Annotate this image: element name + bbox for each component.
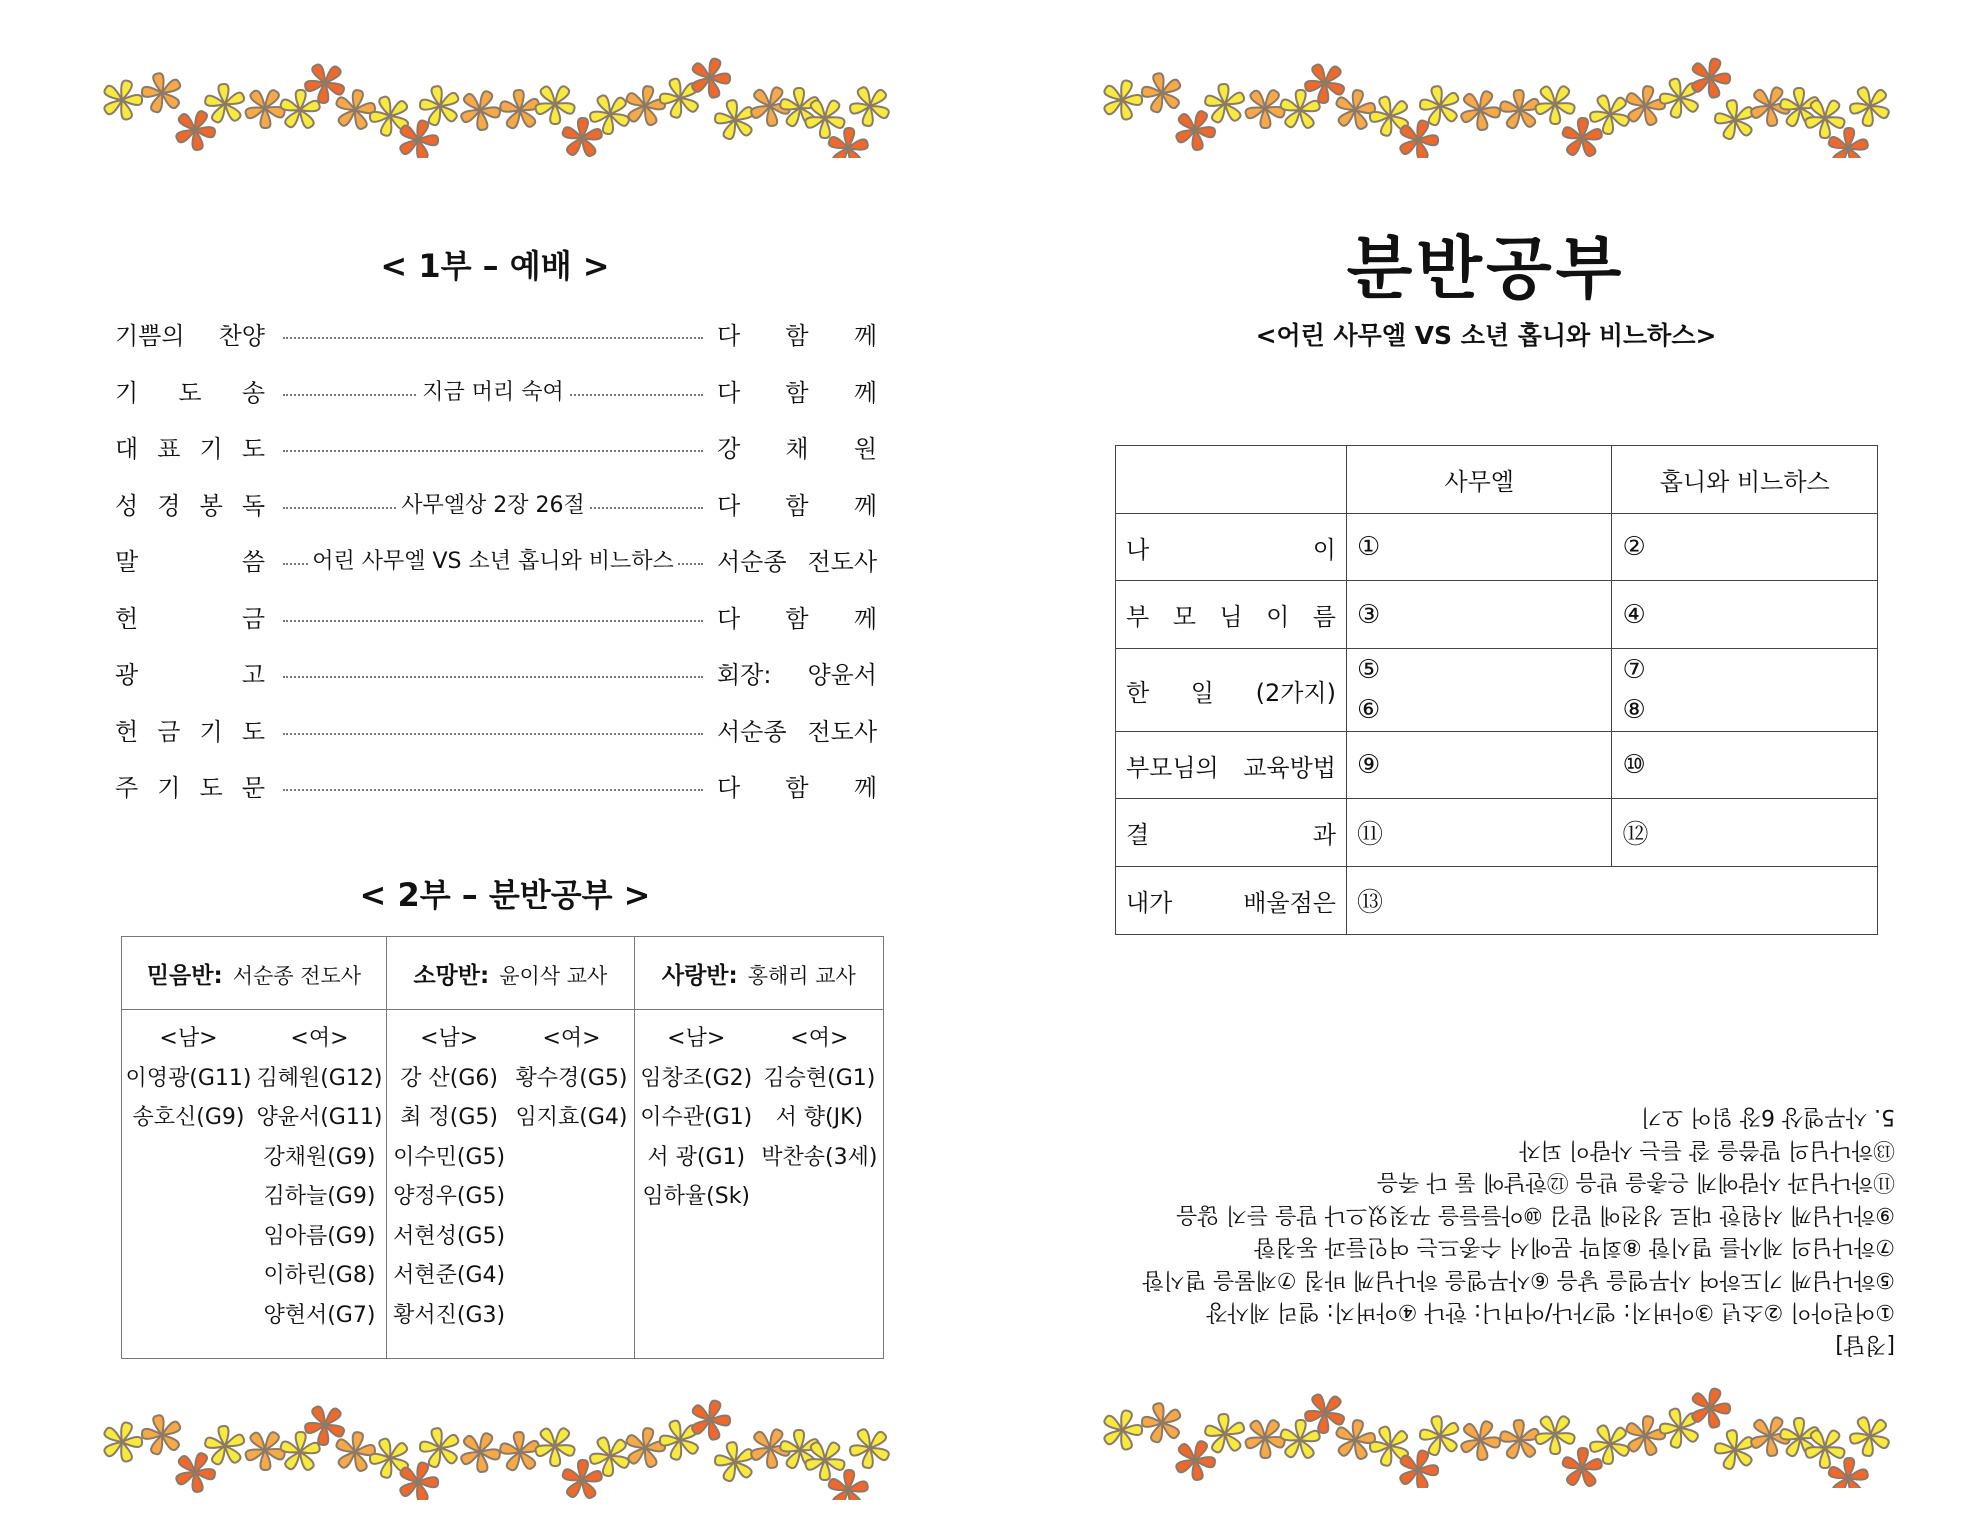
flower-icon <box>627 1428 665 1467</box>
flower-icon <box>281 90 320 128</box>
flower-icon <box>1715 1430 1753 1469</box>
member-name: 송호신(G9) <box>132 1105 245 1130</box>
flower-icon <box>1590 1425 1629 1464</box>
flower-icon <box>461 1433 500 1472</box>
flower-icon <box>1627 86 1665 125</box>
answer-line: ⑪하나님과 사람에게 은총을 받음 ⑫한날에 둘 다 죽음 <box>1377 1169 1895 1195</box>
flower-icon <box>1336 1420 1375 1459</box>
flower-icon <box>1205 1414 1244 1452</box>
girls-column <box>761 1019 877 1217</box>
answer-slot: ⑫ <box>1612 799 1878 867</box>
service-item <box>115 598 877 634</box>
flower-icon <box>1535 86 1574 124</box>
flower-icon <box>1281 90 1320 128</box>
member-name: 임지효(G4) <box>515 1105 628 1130</box>
flower-icon <box>104 1422 142 1461</box>
answer-line: ⑤하나님께 기도하여 사무엘을 낳음 ⑥사무엘을 하나님께 바침 ⑦제물을 멸시함 <box>1142 1267 1895 1292</box>
service-leader: 다 함 께 <box>717 378 877 407</box>
dotted-leader <box>283 620 703 622</box>
service-label: 기쁨의 찬양 <box>115 321 265 350</box>
service-leader: 다 함 께 <box>717 321 877 350</box>
service-item <box>115 654 877 690</box>
service-leader-dots <box>283 315 703 351</box>
flower-icon <box>850 87 889 126</box>
member-name: 서현준(G4) <box>393 1263 506 1288</box>
flower-icon <box>142 73 180 112</box>
flower-icon <box>1205 84 1244 122</box>
flower-icon <box>176 111 215 150</box>
flower-icon <box>850 1429 889 1468</box>
answer-line: ⑨하나님께 서원한 대로 성전에 맡김 ⑩아들들을 꾸짖었으나 말을 듣지 않음 <box>1176 1202 1895 1227</box>
service-label: 대 표 기 도 <box>115 434 265 463</box>
flower-icon <box>1246 90 1285 128</box>
answer-slot: ⑬ <box>1346 867 1877 935</box>
header-hophni-phinehas: 홉니와 비느하스 <box>1612 446 1878 514</box>
service-leader: 다 함 께 <box>717 604 877 633</box>
class-teacher: 서순종 전도사 <box>232 963 362 988</box>
answer-slot: ③ <box>1346 581 1612 649</box>
header-samuel: 사무엘 <box>1346 446 1612 514</box>
flower-icon <box>1805 100 1844 138</box>
dotted-leader <box>283 733 703 735</box>
flower-icon <box>142 1415 180 1454</box>
flower-icon <box>563 118 602 156</box>
flower-icon <box>1563 118 1602 156</box>
answer-slot: ④ <box>1612 581 1878 649</box>
flower-icon <box>1246 1420 1285 1458</box>
service-label: 성 경 봉 독 <box>115 491 265 520</box>
member-name: 임아름(G9) <box>263 1223 376 1249</box>
service-leader: 다 함 께 <box>717 491 877 520</box>
answer-slot: ① <box>1346 514 1612 581</box>
flower-icon <box>176 1453 215 1492</box>
dotted-leader <box>283 789 703 791</box>
row-label-result: 결 과 <box>1116 799 1347 867</box>
service-item <box>115 767 877 803</box>
service-item <box>115 315 877 351</box>
girls-label: <여> <box>790 1026 849 1051</box>
class-name: 믿음반: <box>146 962 223 989</box>
flower-icon <box>1142 73 1180 112</box>
flower-icon <box>805 1442 844 1480</box>
member-name: 이수민(G5) <box>393 1144 506 1170</box>
service-leader: 서순종 전도사 <box>717 717 877 746</box>
flower-icon <box>1400 1451 1438 1488</box>
service-label: 기 도 송 <box>115 378 265 407</box>
class-teacher: 윤이삭 교사 <box>499 963 608 988</box>
member-name: 박찬송(3세) <box>761 1144 878 1170</box>
flower-icon <box>336 1432 375 1471</box>
member-name: 김승현(G1) <box>763 1065 876 1091</box>
class-header <box>386 937 634 1010</box>
answer-line: 5. 사무엘상 6장 읽어 오기 <box>1640 1104 1895 1130</box>
service-label: 헌 금 기 도 <box>115 717 265 746</box>
dotted-leader <box>283 337 703 339</box>
flower-icon <box>1829 1458 1868 1488</box>
answer-slot: ② <box>1612 514 1878 581</box>
flower-icon <box>1692 1389 1730 1428</box>
service-leader-dots <box>283 598 703 634</box>
study-table <box>1115 445 1878 935</box>
flower-icon <box>1176 111 1215 150</box>
service-leader-dots <box>283 541 703 577</box>
boys-column <box>393 1019 505 1335</box>
row-label-age: 나 이 <box>1116 514 1347 581</box>
flower-border-top-left <box>100 48 900 158</box>
member-name: 서 광(G1) <box>647 1144 746 1170</box>
flower-icon <box>535 86 574 124</box>
flower-icon <box>535 1428 574 1466</box>
flower-icon <box>205 84 244 122</box>
member-name: 김하늘(G9) <box>263 1184 376 1209</box>
flower-icon <box>1805 1430 1844 1468</box>
flower-icon <box>590 95 629 134</box>
row-label-lesson: 내가 배울점은 <box>1116 867 1347 935</box>
service-leader-dots <box>283 372 703 408</box>
member-name: 서 향(JK) <box>775 1105 864 1130</box>
flower-icon <box>246 1432 285 1470</box>
service-leader-dots <box>283 711 703 747</box>
answer-line: ①어린아이 ②소년 ③아버지: 엘가나/어머니: 한나 ④아버지: 엘리 제사장 <box>1206 1299 1895 1325</box>
service-leader: 회장: 양윤서 <box>717 660 877 689</box>
flower-icon <box>305 64 344 103</box>
answer-line: ⑦하나님의 제사를 멸시함 ⑧회막 문에서 수종드는 여인들과 동침함 <box>1254 1234 1895 1260</box>
boys-column <box>126 1019 252 1335</box>
flower-icon <box>1563 1448 1602 1486</box>
row-label-parents: 부 모 님 이 름 <box>1116 581 1347 649</box>
member-name: 김혜원(G12) <box>256 1065 383 1091</box>
flower-icon <box>829 128 868 158</box>
flower-border-bottom-right <box>1100 1378 1900 1488</box>
flower-icon <box>400 1463 438 1500</box>
flower-icon <box>1176 1441 1215 1480</box>
flower-icon <box>1590 95 1629 134</box>
flower-icon <box>829 1470 868 1500</box>
dotted-leader <box>283 450 703 452</box>
answer-slot-pair <box>1346 649 1612 732</box>
service-leader: 서순종 전도사 <box>717 547 877 576</box>
flower-icon <box>205 1426 244 1464</box>
flower-icon <box>1461 1421 1500 1460</box>
class-name: 사랑반: <box>661 962 738 989</box>
member-name: 임창조(G2) <box>640 1065 753 1091</box>
flower-icon <box>1715 100 1753 139</box>
service-label: 헌 금 <box>115 604 265 633</box>
answer-slot: ⑪ <box>1346 799 1612 867</box>
member-name: 황수경(G5) <box>515 1065 628 1091</box>
service-leader-dots <box>283 654 703 690</box>
dotted-leader <box>283 676 703 678</box>
flower-icon <box>590 1437 629 1476</box>
class-teacher: 홍해리 교사 <box>747 963 856 988</box>
flower-icon <box>692 1401 730 1440</box>
flower-border-top-right <box>1100 48 1900 158</box>
service-item <box>115 711 877 747</box>
part1-title: < 1부 – 예배 > <box>380 247 610 285</box>
service-leader: 강 채 원 <box>717 434 877 463</box>
flower-icon <box>692 59 730 98</box>
service-label: 주 기 도 문 <box>115 773 265 802</box>
member-name: 강채원(G9) <box>263 1144 376 1170</box>
member-name: 양윤서(G11) <box>256 1105 383 1130</box>
flower-icon <box>420 86 458 125</box>
page-title: 분반공부 <box>1346 230 1626 309</box>
member-name: 서현성(G5) <box>393 1223 506 1249</box>
flower-icon <box>1420 1416 1458 1455</box>
part2-title: < 2부 – 분반공부 > <box>359 876 651 914</box>
flower-icon <box>627 86 665 125</box>
flower-icon <box>1500 90 1539 128</box>
girls-label: <여> <box>542 1026 601 1051</box>
flower-icon <box>461 91 500 130</box>
flower-icon <box>1104 1410 1142 1449</box>
member-name: 이하린(G8) <box>263 1263 376 1288</box>
service-item <box>115 428 877 464</box>
member-name: 임하율(Sk) <box>642 1184 751 1209</box>
answer-line: ⑬하나님의 말씀을 잘 듣는 사람이 되자 <box>1519 1137 1895 1162</box>
flower-icon <box>500 90 539 128</box>
answer-slot: ⑩ <box>1612 732 1878 799</box>
class-header <box>634 937 883 1010</box>
row-label-deeds: 한 일 (2가지) <box>1116 649 1347 732</box>
flower-icon <box>500 1432 539 1470</box>
flower-icon <box>1420 86 1458 125</box>
member-name: 이영광(G11) <box>125 1065 252 1091</box>
answer-slot: ⑥ <box>1356 695 1381 725</box>
boys-label: <남> <box>667 1026 726 1051</box>
service-leader-dots <box>283 428 703 464</box>
answer-slot: ⑨ <box>1346 732 1612 799</box>
flower-icon <box>1692 59 1730 98</box>
answer-key-upside-down <box>1142 1098 1895 1360</box>
flower-icon <box>1336 90 1375 129</box>
flower-icon <box>1500 1420 1539 1458</box>
flower-border-bottom-left <box>100 1390 900 1500</box>
boys-column <box>640 1019 752 1217</box>
class-table <box>121 936 884 1359</box>
service-detail: 지금 머리 숙여 <box>418 375 568 406</box>
flower-icon <box>246 90 285 128</box>
service-item <box>115 541 877 577</box>
flower-icon <box>400 121 438 158</box>
class-members <box>634 1010 883 1359</box>
service-label: 말 씀 <box>115 547 265 576</box>
flower-icon <box>715 100 753 139</box>
girls-label: <여> <box>290 1026 349 1051</box>
boys-label: <남> <box>420 1026 479 1051</box>
flower-icon <box>104 80 142 119</box>
flower-icon <box>1142 1403 1180 1442</box>
member-name: 양정우(G5) <box>393 1184 506 1209</box>
flower-icon <box>1829 128 1868 158</box>
member-name: 이수관(G1) <box>640 1105 753 1130</box>
service-label: 광 고 <box>115 660 265 689</box>
flower-icon <box>1281 1420 1320 1458</box>
flower-icon <box>715 1442 753 1481</box>
flower-icon <box>1627 1416 1665 1455</box>
service-leader: 다 함 께 <box>717 773 877 802</box>
member-name: 황서진(G3) <box>393 1302 506 1328</box>
answer-key-heading: [정답] <box>1835 1332 1895 1357</box>
row-label-parenting: 부모님의 교육방법 <box>1116 732 1347 799</box>
flower-icon <box>563 1460 602 1498</box>
answer-slot-pair <box>1612 649 1878 732</box>
flower-icon <box>420 1428 458 1467</box>
member-name: 최 정(G5) <box>400 1105 498 1130</box>
page-subtitle: <어린 사무엘 VS 소년 홉니와 비느하스> <box>1255 321 1717 350</box>
flower-icon <box>1850 1417 1889 1456</box>
class-header <box>122 937 387 1010</box>
flower-icon <box>281 1432 320 1470</box>
flower-icon <box>305 1406 344 1445</box>
flower-icon <box>1535 1416 1574 1454</box>
flower-icon <box>1104 80 1142 119</box>
member-name: 양현서(G7) <box>263 1302 376 1328</box>
answer-slot: ⑤ <box>1356 655 1381 685</box>
answer-slot: ⑦ <box>1622 655 1646 685</box>
flower-icon <box>1400 121 1438 158</box>
service-item <box>115 485 877 521</box>
flower-icon <box>1305 1394 1344 1433</box>
flower-icon <box>1850 87 1889 126</box>
service-leader-dots <box>283 485 703 521</box>
service-detail: 어린 사무엘 VS 소년 홉니와 비느하스 <box>308 544 678 575</box>
flower-icon <box>805 100 844 138</box>
service-item <box>115 372 877 408</box>
girls-column <box>256 1019 382 1335</box>
flower-icon <box>336 90 375 129</box>
girls-column <box>516 1019 628 1335</box>
service-detail: 사무엘상 2장 26절 <box>397 488 589 519</box>
answer-slot: ⑧ <box>1622 695 1646 725</box>
flower-icon <box>1461 91 1500 130</box>
flower-icon <box>1305 64 1344 103</box>
service-leader-dots <box>283 767 703 803</box>
class-members <box>386 1010 634 1359</box>
boys-label: <남> <box>159 1026 218 1051</box>
class-members <box>122 1010 387 1359</box>
member-name: 강 산(G6) <box>400 1065 498 1091</box>
class-name: 소망반: <box>413 962 490 989</box>
header-empty-cell <box>1116 446 1347 514</box>
